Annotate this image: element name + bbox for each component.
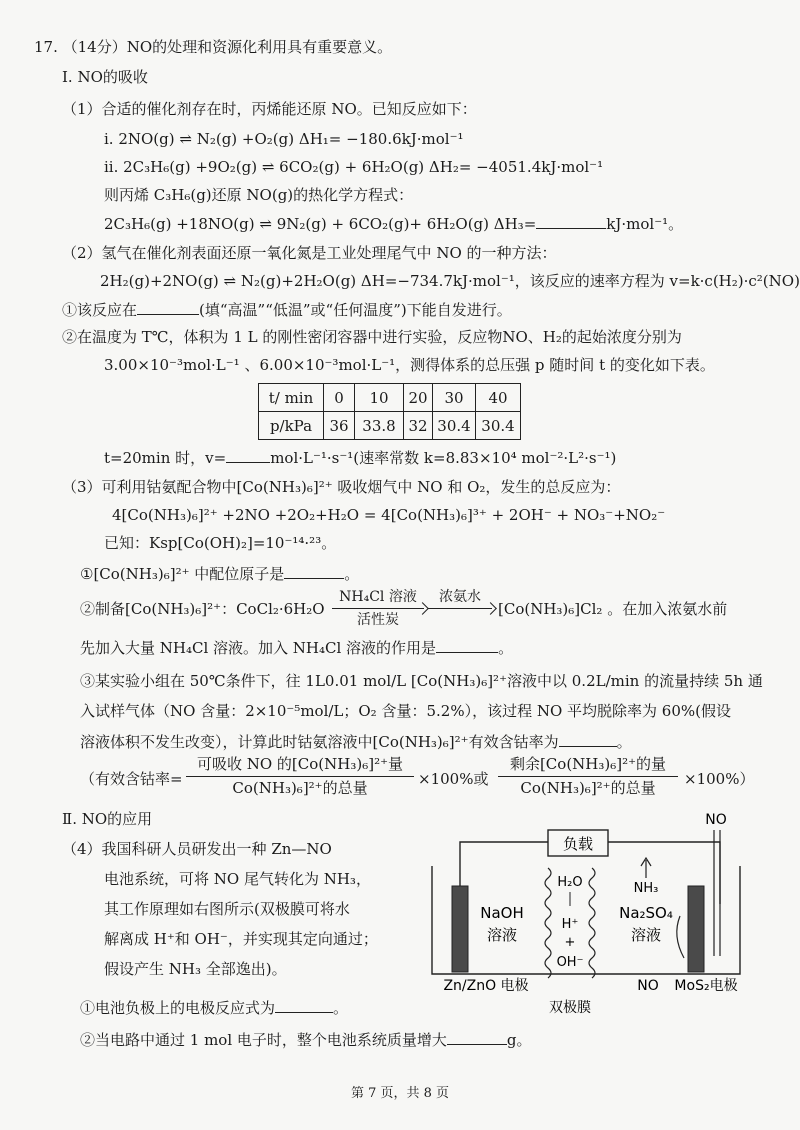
table-cell: 32	[404, 412, 433, 440]
part-2-equation: 2H₂(g)+2NO(g) ⇌ N₂(g)+2H₂O(g) ΔH=−734.7kJ·mol⁻¹，该反应的速率方程为 v=k·c(H₂)·c²(NO)	[100, 272, 800, 290]
table-row	[259, 412, 521, 440]
q1-suffix: 。	[333, 999, 349, 1017]
q1-suffix: 。	[344, 565, 360, 583]
part-3-q1	[80, 562, 359, 585]
pressure-table	[258, 383, 521, 440]
table-cell: 30.4	[433, 412, 476, 440]
arrow2-top-label: 浓氨水	[439, 589, 481, 605]
table-cell: 36	[324, 412, 355, 440]
no-inlet-label: NO	[705, 812, 727, 828]
fraction-1-bar	[186, 776, 414, 777]
answer-blank-nh4cl-role[interactable]	[436, 636, 498, 653]
table-cell: 30.4	[476, 412, 521, 440]
purpose-suffix: 。	[498, 639, 514, 657]
part-2-q2-line1: ②在温度为 T℃，体积为 1 L 的刚性密闭容器中进行实验，反应物NO、H₂的起始浓度分别为	[62, 328, 682, 346]
part-3-q2-start: ②制备[Co(NH₃)₆]²⁺：CoCl₂·6H₂O	[80, 600, 325, 618]
fraction-2-numerator: 剩余[Co(NH₃)₆]²⁺的量	[509, 755, 667, 773]
answer-blank-mass-increase[interactable]	[447, 1028, 507, 1045]
part-4-line1: （4）我国科研人员研发出一种 Zn—NO	[62, 840, 332, 858]
reaction-i: i. 2NO(g) ⇌ N₂(g) +O₂(g) ΔH₁= −180.6kJ·mol⁻¹	[104, 130, 464, 148]
section-1-title: Ⅰ. NO的吸收	[62, 68, 148, 86]
part-2-q1	[62, 298, 512, 321]
naoh-label: NaOH	[480, 904, 524, 922]
h-plus-label: H⁺	[561, 917, 579, 932]
rate-suffix: mol·L⁻¹·s⁻¹(速率常数 k=8.83×10⁴ mol⁻²·L²·s⁻¹)	[270, 449, 617, 467]
part-3-q3-line2: 入试样气体（NO 含量：2×10⁻⁵mol/L；O₂ 含量：5.2%），该过程 NO 平均脱除率为 60%(假设	[80, 702, 731, 720]
nh3-arrow	[641, 858, 651, 878]
part-2-q2-line2: 3.00×10⁻³mol·L⁻¹ 、6.00×10⁻³mol·L⁻¹，测得体系的总压强 p 随时间 t 的变化如下表。	[104, 356, 715, 374]
part-2-intro: （2）氢气在催化剂表面还原一氧化氮是工业处理尾气中 NO 的一种方法：	[62, 244, 557, 262]
table-cell: 30	[433, 384, 476, 412]
table-cell: 40	[476, 384, 521, 412]
part-4-line2: 电池系统，可将 NO 尾气转化为 NH₃，	[104, 870, 371, 888]
part-4-line3: 其工作原理如右图所示(双极膜可将水	[104, 900, 350, 918]
part-4-q2	[80, 1028, 532, 1051]
no-bottom-label: NO	[637, 978, 659, 994]
answer-blank-dh3[interactable]	[536, 212, 606, 229]
zn-electrode	[452, 886, 468, 972]
fraction-1-denominator: Co(NH₃)₆]²⁺的总量	[232, 779, 368, 797]
answer-blank-spontaneity[interactable]	[137, 298, 199, 315]
answer-blank-ligand-atom[interactable]	[284, 562, 344, 579]
na2so4-solution-label: 溶液	[630, 926, 662, 944]
question-heading: 17. （14分）NO的处理和资源化利用具有重要意义。	[34, 38, 393, 56]
part-3-intro: （3）可利用钴氨配合物中[Co(NH₃)₆]²⁺ 吸收烟气中 NO 和 O₂，发生的总反应为：	[62, 478, 621, 496]
fraction-1-numerator: 可吸收 NO 的[Co(NH₃)₆]²⁺量	[196, 755, 404, 773]
q1-prefix: ①该反应在	[62, 301, 138, 319]
membrane-right-line	[589, 868, 595, 978]
formula-middle: ×100%或	[418, 770, 489, 788]
part-4-line5: 假设产生 NH₃ 全部逸出)。	[104, 960, 287, 978]
no-inlet-tube	[714, 830, 720, 956]
purpose-prefix: 先加入大量 NH₄Cl 溶液。加入 NH₄Cl 溶液的作用是	[80, 639, 437, 657]
q1-prefix: ①电池负极上的电极反应式为	[80, 999, 276, 1017]
naoh-solution-label: 溶液	[486, 926, 518, 944]
part-1-equation	[104, 212, 683, 235]
reaction-ii: ii. 2C₃H₆(g) +9O₂(g) ⇌ 6CO₂(g) + 6H₂O(g) ΔH₂= −4051.4kJ·mol⁻¹	[104, 158, 604, 176]
table-cell: 33.8	[355, 412, 404, 440]
q1-prefix: ①[Co(NH₃)₆]²⁺ 中配位原子是	[80, 565, 285, 583]
table-cell: 10	[355, 384, 404, 412]
table-cell: t/ min	[259, 384, 324, 412]
q3-prefix: 溶液体积不发生改变），计算此时钴氨溶液中[Co(NH₃)₆]²⁺有效含钴率为	[80, 733, 559, 751]
q2-suffix: g。	[506, 1031, 532, 1049]
table-cell: p/kPa	[259, 412, 324, 440]
q3-suffix: 。	[616, 733, 632, 751]
battery-diagram	[420, 806, 750, 1016]
nh3-label: NH₃	[633, 881, 659, 896]
mos2-electrode-label: MoS₂电极	[674, 978, 738, 994]
part-3-ksp: 已知：Ksp[Co(OH)₂]=10⁻¹⁴·²³。	[104, 534, 337, 552]
equation-text: 2C₃H₆(g) +18NO(g) ⇌ 9N₂(g) + 6CO₂(g)+ 6H₂O(g) ΔH₃=	[104, 215, 537, 233]
part-4-line4: 解离成 H⁺和 OH⁻，并实现其定向通过；	[104, 930, 378, 948]
load-label: 负载	[562, 835, 594, 853]
zn-electrode-label: Zn/ZnO 电极	[443, 978, 529, 994]
part-2-q2-rate	[104, 446, 616, 469]
na2so4-label: Na₂SO₄	[619, 904, 673, 922]
fraction-2-denominator: Co(NH₃)₆]²⁺的总量	[520, 779, 656, 797]
arrow1-bottom-label: 活性炭	[357, 612, 399, 628]
answer-blank-cobalt-rate[interactable]	[559, 730, 617, 747]
part-1-ask: 则丙烯 C₃H₆(g)还原 NO(g)的热化学方程式：	[104, 186, 414, 204]
section-2-title: Ⅱ. NO的应用	[62, 810, 153, 828]
part-3-q2-purpose	[80, 636, 513, 659]
table-cell: 20	[404, 384, 433, 412]
fraction-2-bar	[498, 776, 678, 777]
flow-arrow	[677, 916, 684, 958]
oh-minus-label: OH⁻	[556, 955, 584, 970]
answer-blank-rate[interactable]	[226, 446, 270, 463]
part-4-q1	[80, 996, 348, 1019]
q1-suffix: (填“高温”“低温”或“任何温度”)下能自发进行。	[199, 301, 512, 319]
part-3-equation: 4[Co(NH₃)₆]²⁺ +2NO +2O₂+H₂O = 4[Co(NH₃)₆]³⁺ + 2OH⁻ + NO₃⁻+NO₂⁻	[112, 506, 666, 524]
answer-blank-anode-reaction[interactable]	[275, 996, 333, 1013]
table-cell: 0	[324, 384, 355, 412]
water-label: H₂O	[557, 875, 583, 890]
q2-prefix: ②当电路中通过 1 mol 电子时，整个电池系统质量增大	[80, 1031, 447, 1049]
arrow1-top-label: NH₄Cl 溶液	[339, 589, 417, 605]
part-3-q3-line3	[80, 730, 632, 753]
part-1-intro: （1）合适的催化剂存在时，丙烯能还原 NO。已知反应如下：	[62, 100, 477, 118]
formula-lead: （有效含钴率=	[80, 770, 183, 788]
membrane-left-line	[545, 868, 551, 978]
table-row	[259, 384, 521, 412]
mos2-electrode	[688, 886, 704, 972]
rate-prefix: t=20min 时，v=	[104, 449, 227, 467]
membrane-label: 双极膜	[549, 1000, 591, 1016]
part-3-q3-line1: ③某实验小组在 50℃条件下，往 1L0.01 mol/L [Co(NH₃)₆]²⁺溶液中以 0.2L/min 的流量持续 5h 通	[80, 672, 763, 690]
part-3-q2-product: [Co(NH₃)₆]Cl₂ 。在加入浓氨水前	[498, 600, 728, 618]
formula-tail: ×100%）	[684, 770, 755, 788]
reaction-arrow-2	[428, 608, 492, 609]
equation-unit: kJ·mol⁻¹。	[606, 215, 684, 233]
plus-sign: +	[564, 935, 576, 950]
page-footer: 第 7 页，共 8 页	[350, 1086, 450, 1101]
